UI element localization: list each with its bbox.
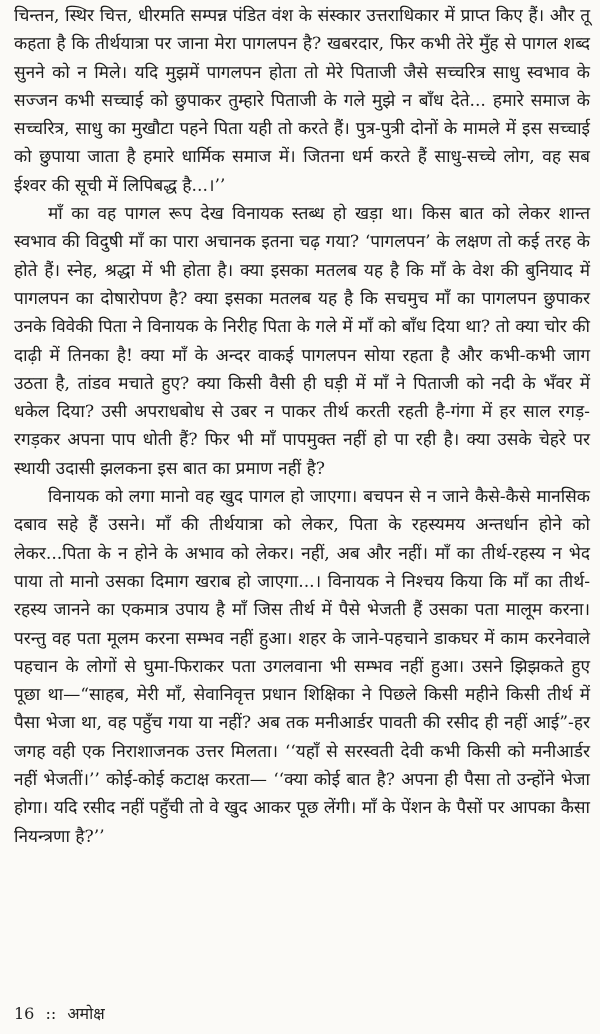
paragraph-2: माँ का वह पागल रूप देख विनायक स्तब्ध हो खड़ा था। किस बात को लेकर शान्त स्वभाव की विदुषी माँ का पारा अचानक इतना चढ़ गया? ‘पागलपन’ के लक्षण तो कई तरह के होते हैं। स्नेह, श्रद्धा में भी होता है। क्या इसका मतलब यह है कि माँ के वेश की बुनियाद में पागलपन का दोषारोपण है? क्या इसका मतलब यह है कि सचमुच माँ का पागलपन छुपाकर उनके विवेकी पिता ने विनायक के निरीह पिता के गले में माँ को बाँध दिया था? तो क्या चोर की दाढ़ी में तिनका है! क्या माँ के अन्दर वाकई पागलपन सोया रहता है और कभी-कभी जाग उठता है, तांडव मचाते हुए? क्या किसी वैसी ही घड़ी में माँ ने पिताजी को नदी के भँवर में धकेल दिया? उसी अपराधबोध से उबर न पाकर तीर्थ करती रहती है-गंगा में हर साल रगड़-रगड़कर अपना पाप धोती हैं? फिर भी माँ पापमुक्त नहीं हो पा रही है। क्या उसके चेहरे पर स्थायी उदासी झलकना इस बात का प्रमाण नहीं है? [14,204,590,479]
paragraph-1: चिन्तन, स्थिर चित्त, धीरमति सम्पन्न पंडित वंश के संस्कार उत्तराधिकार में प्राप्त किए हैं। और तू कहता है कि तीर्थयात्रा पर जाना मेरा पागलपन है? खबरदार, फिर कभी तेरे मुँह से पागल शब्द सुनने को न मिले। यदि मुझमें पागलपन होता तो मेरे पिताजी जैसे सच्चरित्र साधु स्वभाव के सज्जन कभी सच्चाई को छुपाकर तुम्हारे पिताजी के गले मुझे न बाँध देते... हमारे समाज के सच्चरित्र, साधु का मुखौटा पहने पिता यही तो करते हैं। पुत्र-पुत्री दोनों के मामले में इस सच्चाई को छुपाया जाता है हमारे धार्मिक समाज में। जितना धर्म करते हैं साधु-सच्चे लोग, वह सब ईश्वर की सूची में लिपिबद्ध है...।’’ [14,6,590,196]
body-text [14,2,590,851]
paragraph-3: विनायक को लगा मानो वह खुद पागल हो जाएगा। बचपन से न जाने कैसे-कैसे मानसिक दबाव सहे हैं उसने। माँ की तीर्थयात्रा को लेकर, पिता के रहस्यमय अन्तर्धान होने को लेकर...पिता के न होने के अभाव को लेकर। नहीं, अब और नहीं। माँ का तीर्थ-रहस्य न भेद पाया तो मानो उसका दिमाग खराब हो जाएगा...। विनायक ने निश्चय किया कि माँ का तीर्थ-रहस्य जानने का एकमात्र उपाय है माँ जिस तीर्थ में पैसे भेजती हैं उसका पता मालूम करना। परन्तु वह पता मूलम करना सम्भव नहीं हुआ। शहर के जाने-पहचाने डाकघर में काम करनेवाले पहचान के लोगों से घुमा-फिराकर पता उगलवाना भी सम्भव नहीं हुआ। उसने झिझकते हुए पूछा था—“साहब, मेरी माँ, सेवानिवृत्त प्रधान शिक्षिका ने पिछले किसी महीने किसी तीर्थ में पैसा भेजा था, वह पहुँच गया या नहीं? अब तक मनीआर्डर पावती की रसीद ही नहीं आई”-हर जगह वही एक निराशाजनक उत्तर मिलता। ‘‘यहाँ से सरस्वती देवी कभी किसी को मनीआर्डर नहीं भेजतीं।’’ कोई-कोई कटाक्ष करता— ‘‘क्या कोई बात है? अपना ही पैसा तो उन्होंने भेजा होगा। यदि रसीद नहीं पहुँची तो वे खुद आकर पूछ लेंगी। माँ के पेंशन के पैसों पर आपका कैसा नियन्त्रणा है?’’ [14,487,590,847]
page-footer [14,1002,111,1024]
footer-separator: :: [45,1004,57,1023]
book-title: अमोक्ष [67,1004,105,1023]
page-number: 16 [14,1004,35,1023]
